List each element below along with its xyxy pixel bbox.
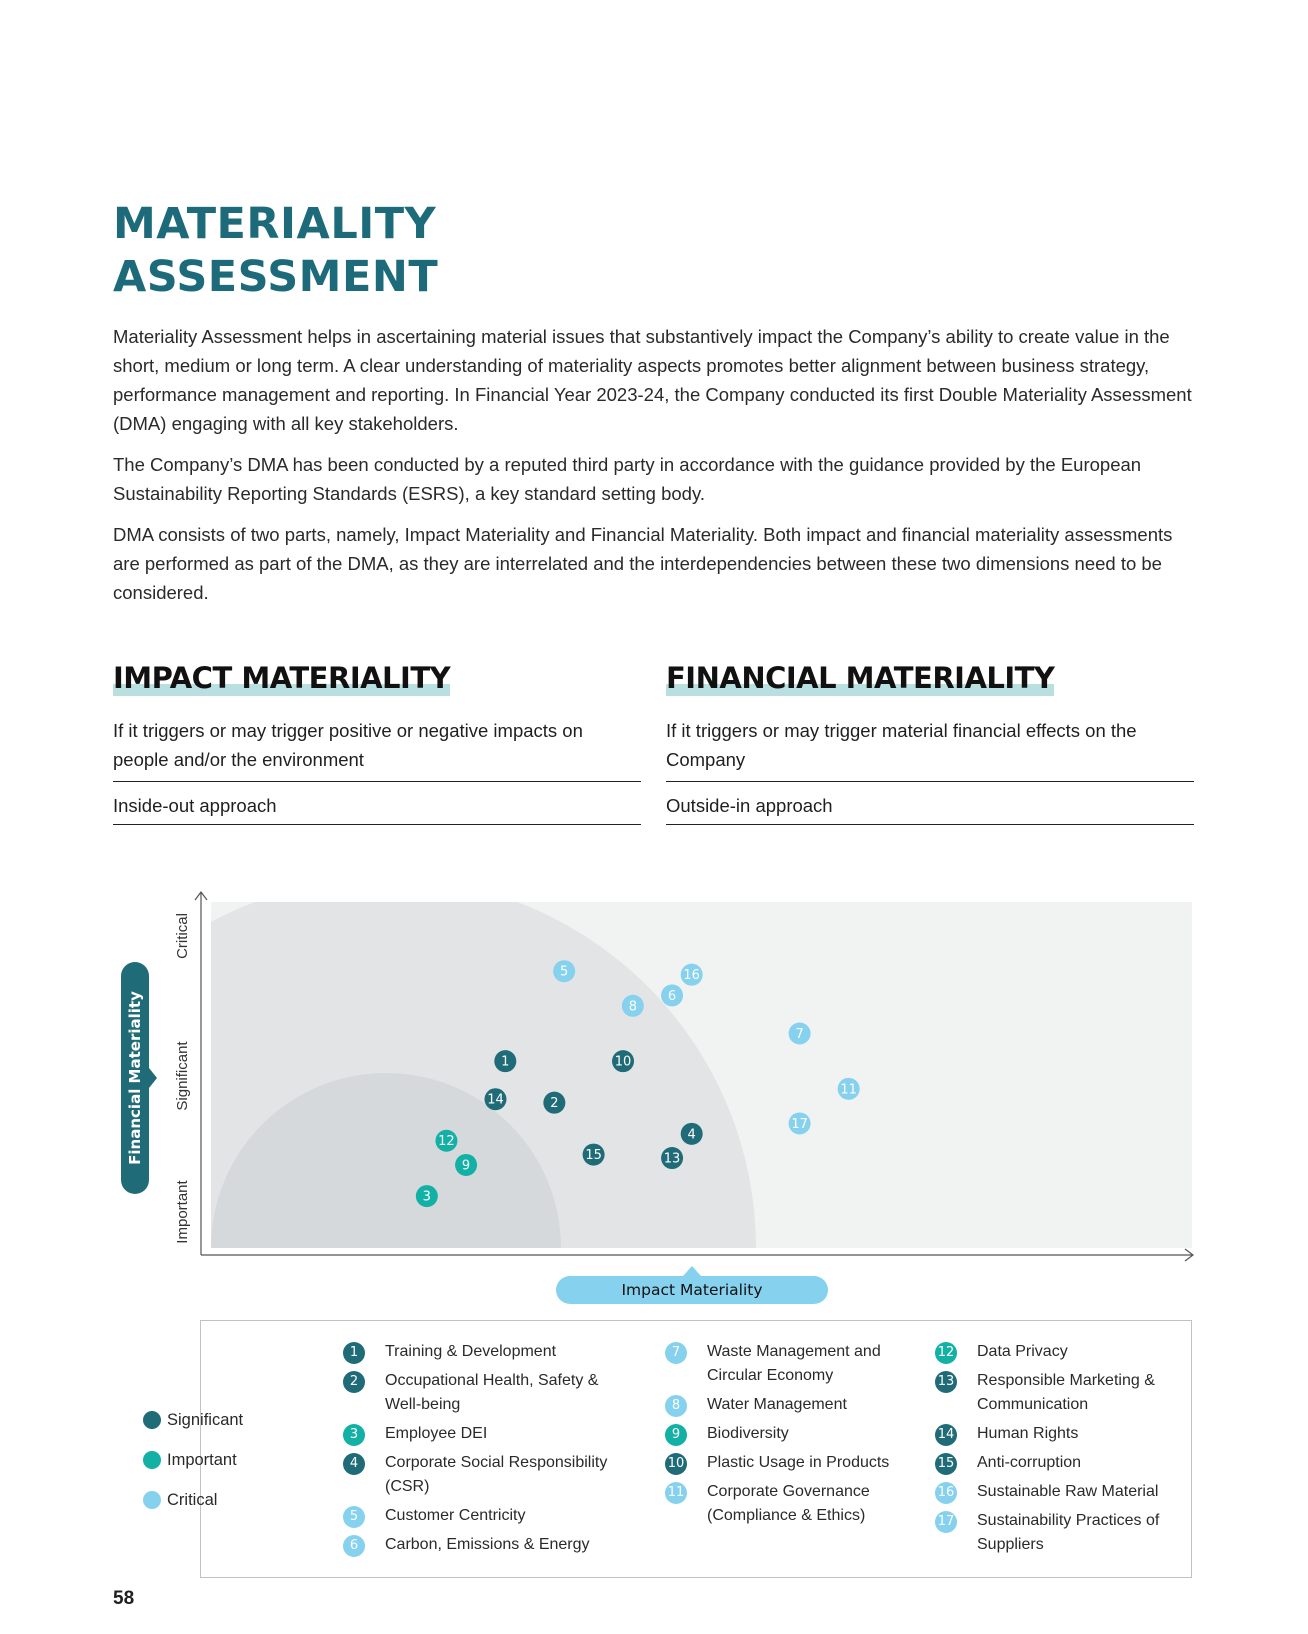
legend-column: [935, 1340, 1185, 1562]
legend-number: 8: [665, 1395, 687, 1417]
legend-item: [935, 1509, 1185, 1557]
title-line-1: MATERIALITY: [113, 199, 437, 249]
data-point-label: 4: [687, 1127, 696, 1143]
data-point: [612, 1050, 634, 1072]
legend-item: [665, 1422, 925, 1446]
data-point-label: 6: [667, 988, 677, 1004]
legend-item: [665, 1451, 925, 1475]
data-point-label: 10: [614, 1054, 632, 1070]
data-point: [838, 1078, 860, 1100]
intro-text: [113, 322, 1198, 619]
data-point-label: 13: [663, 1151, 681, 1167]
data-point: [681, 964, 703, 986]
data-point: [583, 1144, 605, 1166]
y-tick-label: Important: [174, 1180, 191, 1244]
legend-number: 13: [935, 1371, 957, 1393]
intro-paragraph: DMA consists of two parts, namely, Impact Materiality and Financial Materiality. Both impact and financial materiality assessments are performed as part of the DMA, as they are interrelated and the interdependencies between these two dimensions need to be considered.: [113, 524, 1173, 603]
legend-item: [665, 1480, 925, 1528]
legend-label: Customer Centricity: [385, 1507, 526, 1524]
data-point-label: 7: [795, 1026, 804, 1042]
legend-number: 5: [343, 1506, 365, 1528]
legend-label: Carbon, Emissions & Energy: [385, 1536, 590, 1553]
legend-label: Biodiversity: [707, 1425, 789, 1442]
data-point: [494, 1050, 516, 1072]
data-point: [661, 1147, 683, 1169]
legend-number: 2: [343, 1371, 365, 1393]
legend-column: [665, 1340, 925, 1533]
x-axis: [201, 1249, 1193, 1261]
impact-heading: IMPACT MATERIALITY: [113, 661, 451, 695]
y-tick-label: Critical: [174, 913, 191, 959]
intro-paragraph: The Company’s DMA has been conducted by a reputed third party in accordance with the guidance provided by the European Sustainability Reporting Standards (ESRS), a key standard setting body.: [113, 454, 1142, 504]
legend-item: [343, 1504, 613, 1528]
legend-label: Training & Development: [385, 1343, 557, 1360]
legend-label: Corporate Social Responsibility (CSR): [385, 1454, 608, 1495]
impact-approach: Inside-out approach: [113, 782, 641, 825]
key-label: Significant: [167, 1410, 244, 1429]
legend-label: Human Rights: [977, 1425, 1079, 1442]
legend-number: 16: [935, 1482, 957, 1504]
data-point: [661, 984, 683, 1006]
key-item-important: [143, 1440, 243, 1480]
y-axis-label: Financial Materiality: [126, 991, 144, 1165]
data-point: [789, 1112, 811, 1134]
legend-label: Sustainability Practices of Suppliers: [977, 1512, 1160, 1553]
legend-item: [935, 1422, 1185, 1446]
legend-number: 7: [665, 1342, 687, 1364]
legend-label: Plastic Usage in Products: [707, 1454, 890, 1471]
legend-number: 15: [935, 1453, 957, 1475]
title-line-2: ASSESSMENT: [113, 252, 439, 302]
data-point: [484, 1088, 506, 1110]
legend-item: [343, 1451, 613, 1499]
data-point-label: 17: [791, 1116, 808, 1132]
data-point-label: 9: [461, 1158, 471, 1174]
legend-number: 10: [665, 1453, 687, 1475]
key-item-significant: [143, 1400, 243, 1440]
page-number: 58: [113, 1588, 135, 1609]
legend-item: [665, 1340, 925, 1388]
impact-description: If it triggers or may trigger positive or negative impacts on people and/or the environment: [113, 716, 641, 782]
materiality-matrix-chart: [0, 880, 1308, 1320]
legend-column: [343, 1340, 613, 1562]
legend-number: 1: [343, 1342, 365, 1364]
impact-materiality-section: [113, 660, 641, 825]
key-label: Critical: [167, 1490, 218, 1509]
legend-number: 6: [343, 1535, 365, 1557]
legend-number: 14: [935, 1424, 957, 1446]
page-title: [113, 198, 438, 304]
data-point-label: 12: [438, 1134, 455, 1150]
legend-number: 9: [665, 1424, 687, 1446]
data-point: [416, 1185, 438, 1207]
y-axis: [195, 892, 207, 1255]
legend-label: Water Management: [707, 1396, 847, 1413]
data-point-label: 2: [550, 1096, 559, 1112]
data-point-label: 15: [585, 1148, 602, 1164]
financial-heading: FINANCIAL MATERIALITY: [666, 661, 1055, 695]
x-axis-badge: [556, 1266, 828, 1304]
data-point: [789, 1022, 811, 1044]
data-point: [681, 1123, 703, 1145]
financial-approach: Outside-in approach: [666, 782, 1194, 825]
legend-label: Sustainable Raw Material: [977, 1483, 1159, 1500]
y-axis-badge: [121, 962, 157, 1194]
financial-materiality-section: [666, 660, 1194, 825]
legend-label: Waste Management and Circular Economy: [707, 1343, 881, 1384]
legend-number: 12: [935, 1342, 957, 1364]
y-tick-label: Significant: [174, 1041, 191, 1111]
key-dot: [143, 1491, 161, 1509]
legend-item: [935, 1480, 1185, 1504]
legend-item: [343, 1369, 613, 1417]
data-point-label: 5: [560, 964, 569, 980]
legend-item: [343, 1340, 613, 1364]
legend-label: Employee DEI: [385, 1425, 488, 1442]
data-point-label: 11: [840, 1082, 857, 1098]
intro-paragraph: Materiality Assessment helps in ascertaining material issues that substantively impact the Company’s ability to create value in the short, medium or long term. A clear understanding of materiality aspects promotes better alignment between business strategy, performance management and reporting. In Financial Year 2023-24, the Company conducted its first Double Materiality Assessment (DMA) engaging with all key stakeholders.: [113, 326, 1192, 434]
legend-number: 4: [343, 1453, 365, 1475]
data-point-label: 14: [487, 1092, 504, 1108]
legend-label: Corporate Governance (Compliance & Ethics): [707, 1483, 870, 1524]
legend-number: 17: [935, 1511, 957, 1533]
legend-item: [935, 1451, 1185, 1475]
data-point: [543, 1092, 565, 1114]
legend-label: Occupational Health, Safety & Well-being: [385, 1372, 599, 1413]
legend-item: [665, 1393, 925, 1417]
key-item-critical: [143, 1480, 243, 1520]
legend-item: [935, 1340, 1185, 1364]
legend-item: [935, 1369, 1185, 1417]
category-key: [143, 1400, 243, 1520]
key-dot: [143, 1411, 161, 1429]
data-point: [435, 1130, 457, 1152]
data-point: [622, 995, 644, 1017]
data-point: [455, 1154, 477, 1176]
data-point-label: 3: [422, 1189, 431, 1205]
data-point-label: 8: [628, 999, 637, 1015]
legend-number: 3: [343, 1424, 365, 1446]
legend-label: Responsible Marketing & Communication: [977, 1372, 1155, 1413]
legend-label: Data Privacy: [977, 1343, 1068, 1360]
financial-description: If it triggers or may trigger material financial effects on the Company: [666, 716, 1194, 782]
data-point-label: 1: [501, 1054, 510, 1070]
data-point-label: 16: [683, 968, 700, 984]
x-axis-label: Impact Materiality: [621, 1281, 763, 1299]
legend-label: Anti-corruption: [977, 1454, 1082, 1471]
key-label: Important: [167, 1450, 237, 1469]
legend-item: [343, 1533, 613, 1557]
key-dot: [143, 1451, 161, 1469]
legend-item: [343, 1422, 613, 1446]
legend-number: 11: [665, 1482, 687, 1504]
data-point: [553, 960, 575, 982]
